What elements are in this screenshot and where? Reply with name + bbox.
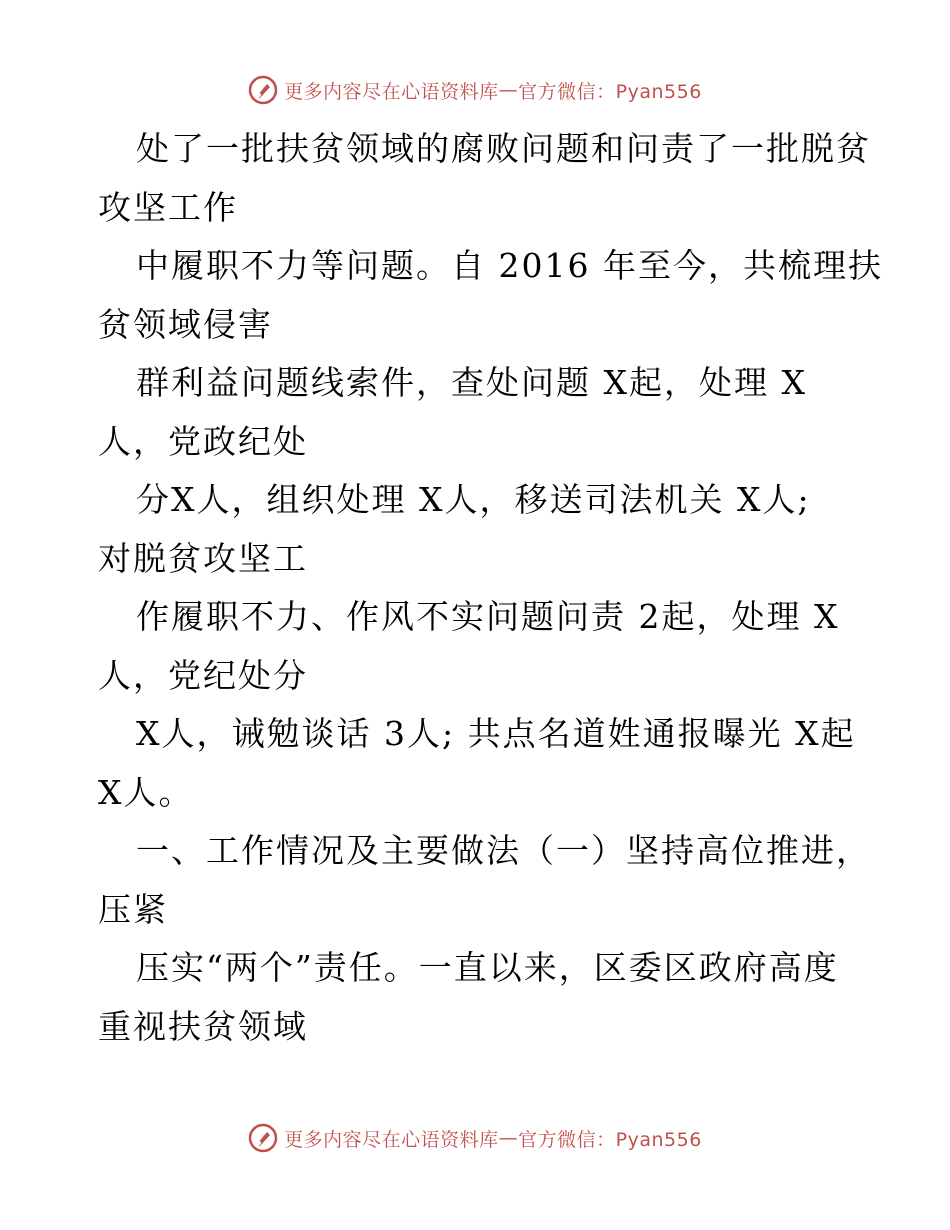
- watermark-separator: —: [498, 1127, 519, 1149]
- header-watermark: [0, 70, 950, 110]
- body-line: 贫领域侵害: [98, 304, 273, 344]
- pen-circle-icon: [248, 75, 278, 105]
- body-line: 对脱贫攻坚工: [98, 538, 308, 578]
- watermark-site-text: 更多内容尽在心语资料库: [284, 80, 499, 103]
- watermark-wechat-text: 官方微信：Pyan556: [518, 1128, 702, 1151]
- body-line: 作履职不力、作风不实问题问责 2起，处理 X: [136, 597, 840, 636]
- body-line: 人，党纪处分: [98, 655, 308, 695]
- body-line: 一、工作情况及主要做法（一）坚持高位推进，: [136, 831, 871, 870]
- body-line: 群利益问题线索件，查处问题 X起，处理 X: [136, 363, 807, 402]
- body-line: 分X人，组织处理 X人，移送司法机关 X人;: [136, 480, 811, 519]
- body-line: 攻坚工作: [98, 187, 238, 227]
- body-line: 人，党政纪处: [98, 421, 308, 461]
- body-line: 中履职不力等问题。自 2016 年至今，共梳理扶: [136, 246, 883, 285]
- watermark-site-text: 更多内容尽在心语资料库: [284, 1128, 499, 1151]
- body-line: 压实“两个”责任。一直以来，区委区政府高度: [136, 948, 839, 987]
- watermark-wechat-text: 官方微信：Pyan556: [518, 80, 702, 103]
- footer-watermark: [0, 1118, 950, 1158]
- document-body: [98, 120, 883, 1056]
- body-line: 处了一批扶贫领域的腐败问题和问责了一批脱贫: [136, 129, 871, 168]
- watermark-separator: —: [498, 79, 519, 101]
- body-line: X人。: [98, 772, 194, 812]
- pen-circle-icon: [248, 1123, 278, 1153]
- body-line: X人，诫勉谈话 3人; 共点名道姓通报曝光 X起: [136, 714, 856, 753]
- body-line: 重视扶贫领域: [98, 1006, 308, 1046]
- body-line: 压紧: [98, 889, 168, 929]
